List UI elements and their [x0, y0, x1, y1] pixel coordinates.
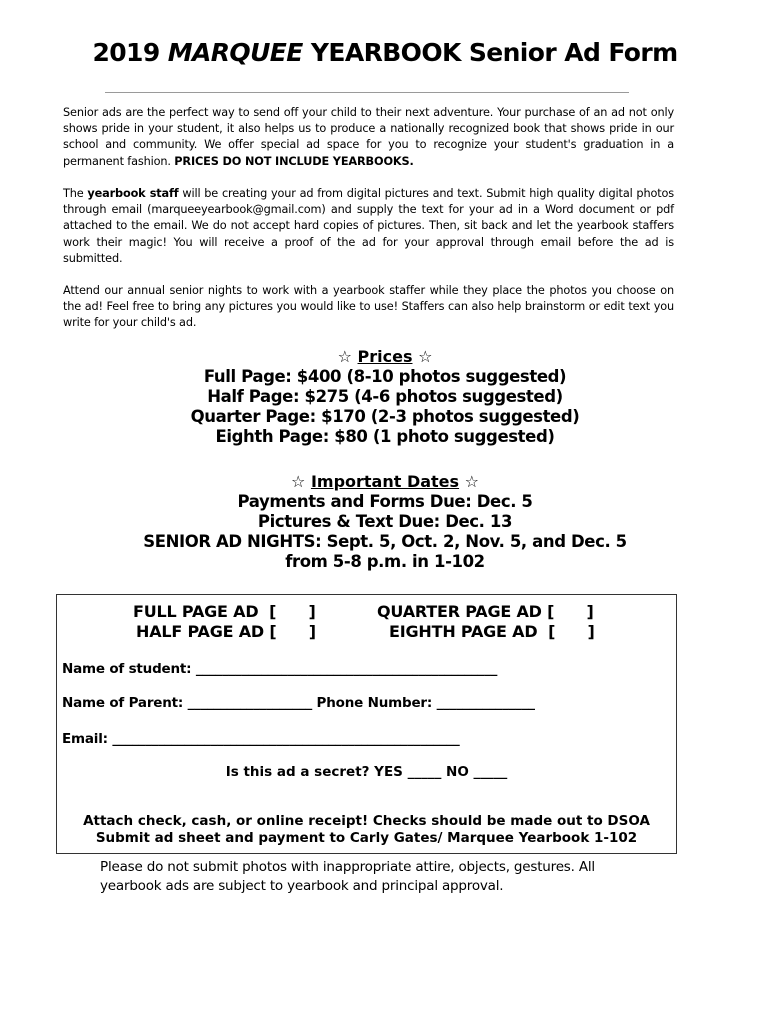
date-item: Pictures & Text Due: Dec. 13: [257, 512, 513, 531]
student-name-label: Name of student:: [62, 661, 196, 677]
email-label: Email:: [62, 731, 113, 747]
date-item: SENIOR AD NIGHTS: Sept. 5, Oct. 2, Nov. 5, and Dec. 5: [143, 532, 627, 551]
parent-name-label: Name of Parent:: [62, 695, 188, 711]
payment-note: Attach check, cash, or online receipt! Checks should be made out to DSOA: [83, 813, 650, 829]
prices-heading: [0, 347, 770, 367]
price-item: Half Page: $275 (4-6 photos suggested): [207, 387, 563, 406]
dates-section: [0, 472, 770, 572]
senior-nights-paragraph: [63, 283, 674, 332]
title-marquee: MARQUEE: [167, 38, 303, 67]
price-item: Quarter Page: $170 (2-3 photos suggested): [190, 407, 580, 426]
dates-heading: [0, 472, 770, 492]
full-page-checkbox[interactable]: FULL PAGE AD [ ]: [133, 602, 316, 621]
page-title: [0, 38, 770, 67]
dates-heading-text: Important Dates: [310, 472, 460, 491]
title-rest: YEARBOOK Senior Ad Form: [302, 38, 678, 67]
price-item: Eighth Page: $80 (1 photo suggested): [215, 427, 555, 446]
star-icon: ☆: [291, 472, 306, 491]
title-divider: [105, 92, 629, 93]
phone-line[interactable]: _______________: [436, 695, 535, 711]
prices-notice: PRICES DO NOT INCLUDE YEARBOOKS.: [174, 154, 414, 168]
submit-note: Submit ad sheet and payment to Carly Gates/ Marquee Yearbook 1-102: [95, 830, 638, 846]
secret-question[interactable]: Is this ad a secret? YES _____ NO _____: [225, 764, 508, 780]
star-icon: ☆: [418, 347, 433, 366]
quarter-page-checkbox[interactable]: QUARTER PAGE AD [ ]: [377, 602, 594, 621]
approval-note: Please do not submit photos with inappropriate attire, objects, gestures. All yearbook ads are subject to yearbook and principal approval.: [100, 859, 595, 894]
senior-nights-text: Attend our annual senior nights to work with a yearbook staffer while they place the photos you choose on the ad! Feel free to bring any pictures you would like to use! Staffers can also help brainstorm or edit text you write for your child's ad.: [63, 284, 674, 330]
order-form-box: [56, 594, 677, 854]
student-name-field[interactable]: [62, 661, 497, 677]
date-item: from 5-8 p.m. in 1-102: [285, 552, 485, 571]
eighth-page-checkbox[interactable]: EIGHTH PAGE AD [ ]: [389, 622, 595, 641]
parent-name-line[interactable]: ___________________: [187, 695, 313, 711]
prices-section: [0, 347, 770, 447]
phone-label: Phone Number:: [312, 695, 437, 711]
intro-paragraph: [63, 105, 674, 170]
student-name-line[interactable]: ______________________________________________: [195, 661, 498, 677]
email-line[interactable]: _____________________________________________________: [112, 731, 460, 747]
star-icon: ☆: [337, 347, 352, 366]
staff-pre: The: [63, 187, 88, 200]
staff-text: will be creating your ad from digital pictures and text. Submit high quality digital photos through email (marqueeyearbook@gmail.com) and supply the text for your ad in a Word document or pdf attached to the email. We do not accept hard copies of pictures. Then, sit back and let the yearbook staffers work their magic! You will receive a proof of the ad for your approval through email before the ad is submitted.: [63, 187, 674, 265]
date-item: Payments and Forms Due: Dec. 5: [237, 492, 533, 511]
intro-text: Senior ads are the perfect way to send off your child to their next adventure. Your purchase of an ad not only shows pride in your student, it also helps us to produce a nationally recognized book that shows pride in our school and community. We offer special ad space for you to recognize your student's graduation in a permanent fashion.: [63, 106, 674, 168]
half-page-checkbox[interactable]: HALF PAGE AD [ ]: [136, 622, 316, 641]
title-year: 2019: [92, 38, 168, 67]
staff-bold: yearbook staff: [87, 187, 179, 200]
email-field[interactable]: [62, 731, 460, 747]
staff-paragraph: [63, 186, 674, 267]
star-icon: ☆: [464, 472, 479, 491]
parent-name-field[interactable]: [62, 695, 535, 711]
prices-heading-text: Prices: [357, 347, 413, 366]
price-item: Full Page: $400 (8-10 photos suggested): [203, 367, 567, 386]
